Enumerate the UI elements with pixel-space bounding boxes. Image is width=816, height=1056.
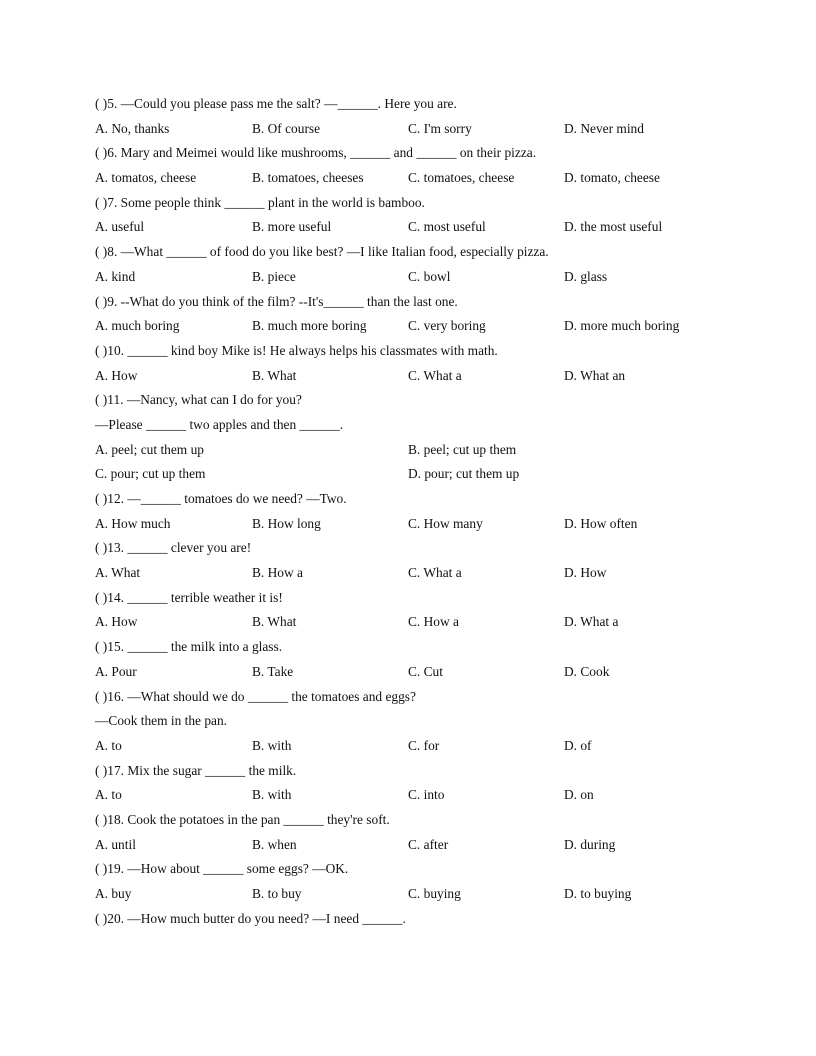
question-7-options (95, 215, 735, 240)
question-7-stem: ( )7. Some people think ______ plant in the world is bamboo. (95, 194, 425, 210)
option-c: C. for (408, 737, 440, 753)
option-a: A. until (95, 836, 136, 852)
option-b: B. What (252, 614, 297, 630)
question-17-stem: ( )17. Mix the sugar ______ the milk. (95, 762, 297, 778)
question-9-options (95, 314, 735, 339)
option-b: B. What (252, 367, 297, 383)
option-c: C. buying (408, 886, 461, 901)
question-16-options (95, 734, 735, 759)
option-d: D. How (564, 565, 607, 581)
question-10-stem: ( )10. ______ kind boy Mike is! He always helps his classmates with math. (95, 342, 498, 358)
option-b: B. with (252, 737, 292, 753)
option-a: A. What (95, 565, 141, 581)
option-b: B. Take (252, 663, 294, 679)
question-14-options (95, 610, 735, 635)
option-b: B. How a (252, 565, 303, 581)
option-c: C. What a (408, 367, 462, 383)
option-c: C. bowl (408, 268, 451, 284)
option-d: D. tomato, cheese (564, 170, 660, 186)
question-8-stem: ( )8. —What ______ of food do you like best? —I like Italian food, especially pizza. (95, 244, 549, 260)
question-13-stem: ( )13. ______ clever you are! (95, 540, 252, 556)
question-19-options (95, 882, 735, 907)
option-d: D. Never mind (564, 120, 644, 136)
option-d: D. Cook (564, 663, 610, 679)
question-16-stem-2: —Cook them in the pan. (95, 713, 228, 729)
question-11-stem-2: —Please ______ two apples and then ______. (95, 416, 344, 432)
option-a: A. tomatos, cheese (95, 170, 197, 186)
option-a: A. How (95, 614, 138, 630)
question-8-options (95, 265, 735, 290)
option-d: D. What a (564, 614, 619, 630)
question-9-stem: ( )9. --What do you think of the film? --It's______ than the last one. (95, 293, 458, 309)
question-18-options (95, 833, 735, 858)
question-6-stem: ( )6. Mary and Meimei would like mushrooms, ______ and ______ on their pizza. (95, 145, 537, 161)
question-19-stem: ( )19. —How about ______ some eggs? —OK. (95, 861, 349, 877)
option-d: D. to buying (564, 886, 632, 901)
question-11-stem: ( )11. —Nancy, what can I do for you? (95, 392, 302, 408)
option-b: B. piece (252, 268, 296, 284)
option-a: A. to (95, 737, 122, 753)
question-13-options (95, 561, 735, 586)
option-a: A. No, thanks (95, 120, 170, 136)
option-d: D. glass (564, 268, 608, 284)
option-a: A. much boring (95, 318, 180, 334)
question-18-stem: ( )18. Cook the potatoes in the pan ______ they're soft. (95, 811, 390, 827)
question-10-options (95, 364, 735, 389)
option-c: C. after (408, 836, 449, 852)
question-6-options (95, 166, 735, 191)
question-15-options (95, 660, 735, 685)
option-d: D. during (564, 836, 616, 852)
option-c: C. I'm sorry (408, 120, 472, 136)
question-20-stem: ( )20. —How much butter do you need? —I need ______. (95, 910, 406, 926)
option-d: D. What an (564, 367, 626, 383)
option-d: D. on (564, 787, 594, 803)
option-b: B. with (252, 787, 292, 803)
question-12-stem: ( )12. —______ tomatoes do we need? —Two. (95, 491, 347, 506)
question-16-stem: ( )16. —What should we do ______ the tomatoes and eggs? (95, 688, 416, 704)
option-c: C. Cut (408, 663, 443, 679)
option-c: C. How many (408, 515, 483, 531)
option-b: B. much more boring (252, 318, 367, 334)
option-b: B. when (252, 836, 297, 852)
option-a: A. How much (95, 515, 171, 531)
question-11-options-row-2 (95, 462, 735, 487)
option-c: C. into (408, 787, 445, 803)
option-c: C. How a (408, 614, 459, 630)
option-a: A. buy (95, 886, 132, 901)
option-d: D. the most useful (564, 219, 663, 235)
option-c: C. pour; cut up them (95, 466, 206, 482)
option-b: B. more useful (252, 219, 332, 235)
question-12-options (95, 512, 735, 537)
option-b: B. Of course (252, 120, 321, 136)
option-c: C. tomatoes, cheese (408, 170, 515, 186)
question-5-options (95, 117, 735, 142)
option-a: A. peel; cut them up (95, 441, 204, 457)
option-a: A. useful (95, 219, 145, 235)
option-a: A. kind (95, 268, 136, 284)
option-a: A. How (95, 367, 138, 383)
option-d: D. of (564, 737, 592, 753)
question-14-stem: ( )14. ______ terrible weather it is! (95, 589, 283, 605)
question-5-stem: ( )5. —Could you please pass me the salt? —______. Here you are. (95, 96, 457, 111)
question-11-options-row-1 (95, 438, 735, 463)
option-a: A. to (95, 787, 122, 803)
option-a: A. Pour (95, 663, 137, 679)
option-d: D. more much boring (564, 318, 680, 334)
question-15-stem: ( )15. ______ the milk into a glass. (95, 639, 283, 655)
option-b: B. peel; cut up them (408, 441, 517, 457)
option-b: B. to buy (252, 886, 302, 901)
question-17-options (95, 783, 735, 808)
option-c: C. very boring (408, 318, 486, 334)
option-b: B. tomatoes, cheeses (252, 170, 364, 186)
option-d: D. How often (564, 515, 638, 531)
option-c: C. most useful (408, 219, 486, 235)
exam-page (95, 92, 735, 931)
option-d: D. pour; cut them up (408, 466, 520, 482)
option-c: C. What a (408, 565, 462, 581)
option-b: B. How long (252, 515, 321, 531)
